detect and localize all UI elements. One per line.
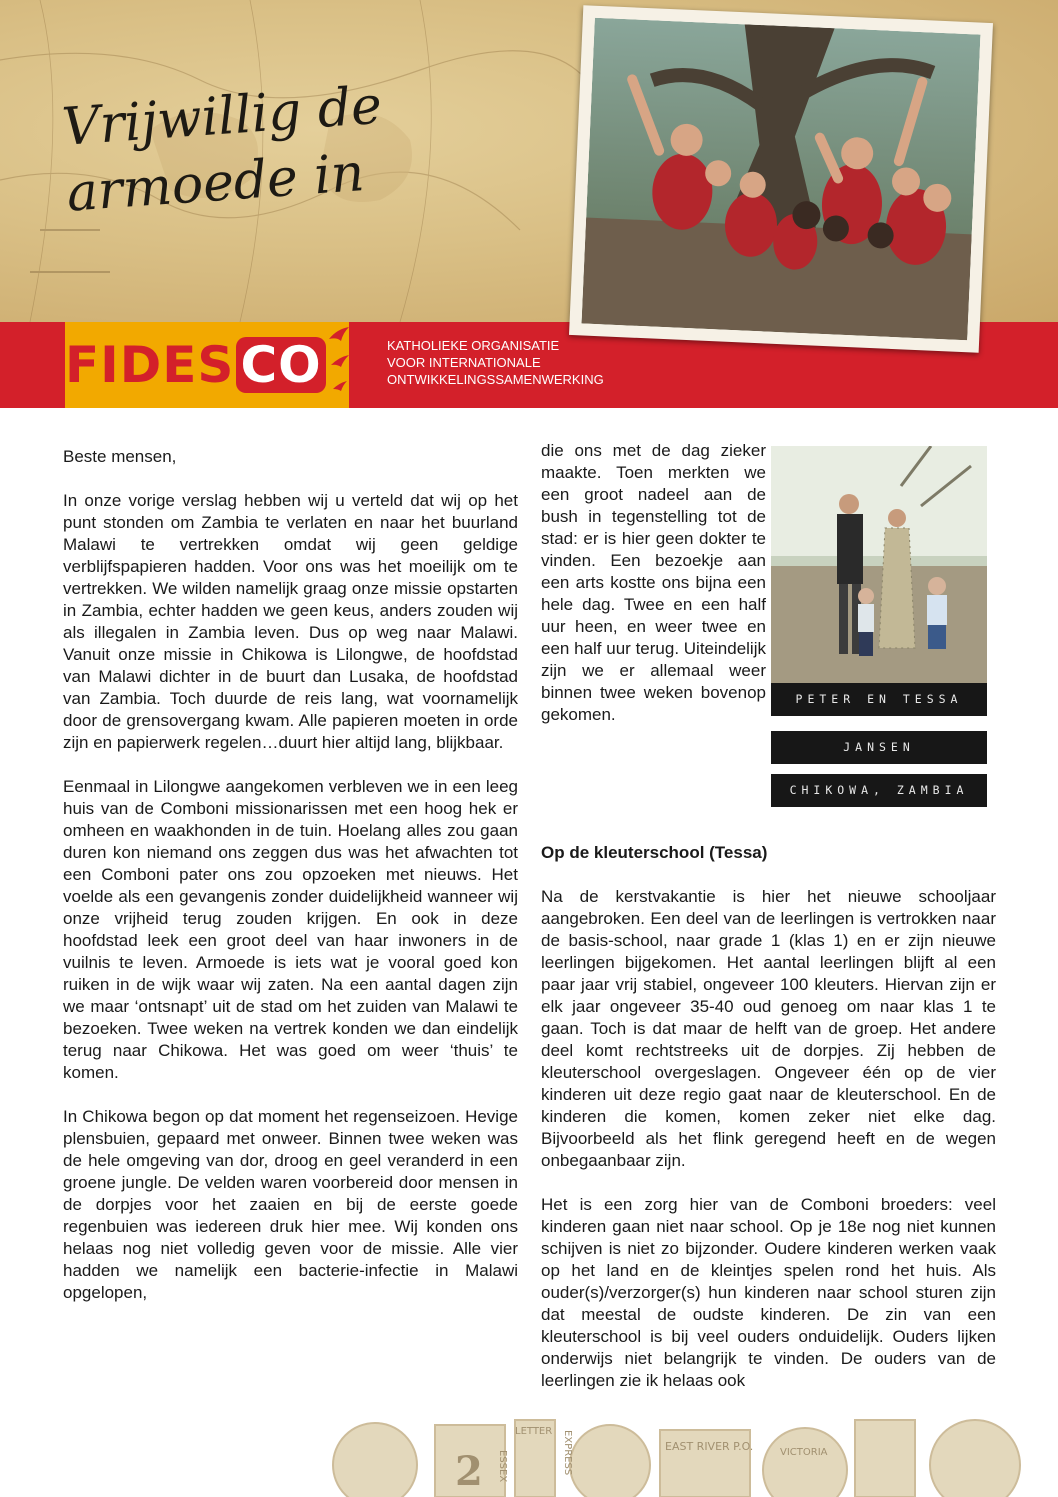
stamp-label-east-river: EAST RIVER P.O. — [665, 1440, 754, 1453]
group-photo-image — [582, 18, 981, 341]
stamp-label-victoria: VICTORIA — [780, 1447, 828, 1458]
paragraph-4: die ons met de dag zieker maakte. Toen merkten we een groot nadeel aan de bush in tegenstelling tot de stad: er is hier geen dokter te vinden. Een bezoekje aan een arts kostte ons bijna een hele dag. Twee en een half uur heen, en weer twee en een half uur terug. Uiteindelijk zijn we er allemaal weer binnen twee weken bovenop gekomen. — [541, 441, 766, 724]
postage-stamps-decoration — [325, 1410, 1058, 1497]
title-line-1: Vrijwillig de — [60, 75, 384, 158]
org-line-2: VOOR INTERNATIONALE — [387, 355, 541, 370]
logo-wordmark — [65, 336, 326, 394]
stamp-label-express: EXPRESS — [562, 1430, 573, 1476]
title-line-2: armoede in — [64, 143, 367, 224]
stamp-label-essex: ESSEX — [497, 1450, 508, 1483]
org-line-1: KATHOLIEKE ORGANISATIE — [387, 338, 560, 353]
org-line-3: ONTWIKKELINGSSAMENWERKING — [387, 372, 604, 387]
article-left-column — [63, 446, 518, 1326]
article-right-top — [541, 440, 766, 748]
family-photo-image — [771, 446, 987, 686]
photo-caption-names: PETER EN TESSA — [771, 683, 987, 716]
organisation-description — [387, 337, 604, 388]
paragraph-6: Het is een zorg hier van de Comboni broeders: veel kinderen gaan niet naar school. Op je 18e nog niet kunnen schijven is niet zo bijzonder. Oudere kinderen werken vaak op het land en de kleintjes spelen rond het huis. Als ouder(s)/verzorger(s) hun kinderen naar school sturen zijn dat meestal de oudste kinderen. De zin van een kleuterschool is bij veel ouders onduidelijk. Ouders lijken onderwijs niet belangrijk te vinden. De ouders van de leerlingen zie ik helaas ook — [541, 1195, 996, 1390]
photo-caption-surname: JANSEN — [771, 731, 987, 764]
logo-text-fides: FIDES — [65, 336, 235, 394]
page-title — [60, 73, 389, 227]
section-subheading: Op de kleuterschool (Tessa) — [541, 843, 768, 862]
group-photo — [569, 5, 993, 353]
paragraph-2: Eenmaal in Lilongwe aangekomen verbleven we in een leeg huis van de Comboni missionarissen met een hoog hek er omheen en waakhonden in de tuin. Hoelang alles zou gaan duren kon niemand ons zeggen dus was het afwachten tot een Comboni pater ons zou opzoeken met nieuws. Het voelde als een gevangenis zonder duidelijkheid wanneer wij onze vrijheid terug zouden krijgen. En ook in deze hoofdstad leek een groot deel van haar inwoners in de vuilnis te leven. Armoede is iets wat je vooral goed kon ruiken in de wijk waar wij zaten. Na een aantal dagen zijn we maar ‘ontsnapt’ uit de stad om het zuiden van Malawi te bezoeken. Twee weken na vertrek konden we dan eindelijk terug naar Chikowa. Het was goed om weer ‘thuis’ te komen. — [63, 777, 518, 1082]
stamp-number: 2 — [455, 1448, 483, 1495]
greeting: Beste mensen, — [63, 447, 177, 466]
stamp-label-letter: LETTER — [515, 1426, 553, 1437]
paragraph-3: In Chikowa begon op dat moment het regenseizoen. Hevige plensbuien, gepaard met onweer. Binnen twee weken was de hele omgeving van dor, droog en geel veranderd in een groene jungle. De velden waren voorbereid door mensen in de dorpjes voor het zaaien en bij de eerste goede regenbuien was iedereen druk hier mee. Wij konden ons helaas nog niet volledig geven voor de missie. Alle vier hadden we namelijk een bacterie-infectie in Malawi opgelopen, — [63, 1107, 518, 1302]
family-photo — [771, 446, 987, 686]
birds-icon — [327, 325, 351, 405]
paragraph-5: Na de kerstvakantie is hier het nieuwe schooljaar aangebroken. Een deel van de leerlingen is vertrokken naar de basis-school, naar grade 1 (klas 1) en er zijn nieuwe leerlingen bijgekomen. Het aantal leerlingen blijft al een paar jaar vrij stabiel, ongeveer 100 kleuters. Hiervan zijn er elk jaar ongeveer 35-40 oud genoeg om naar klas 1 te gaan. Toch is dat maar de helft van de groep. Het andere deel komt rechtstreeks uit de dorpjes. Zij hebben de kleuterschool overgeslagen. Ongeveer één op de vier kinderen uit deze regio gaat naar de kleuterschool. En de kinderen die komen, komen zeker niet elke dag. Bijvoorbeeld als het flink geregend heeft en de wegen onbegaanbaar zijn. — [541, 887, 996, 1170]
logo-text-co: CO — [236, 337, 325, 393]
fidesco-logo — [65, 322, 349, 408]
article-right-column — [541, 842, 996, 1414]
photo-caption-location: CHIKOWA, ZAMBIA — [771, 774, 987, 807]
paragraph-1: In onze vorige verslag hebben wij u verteld dat wij op het punt stonden om Zambia te verlaten en naar het buurland Malawi te vertrekken omdat wij geen geldige verblijfspapieren hadden. Voor ons was het moeilijk om te vertrekken. We wilden namelijk graag onze missie opstarten in Zambia, echter hadden we geen keus, anders zouden wij als illegalen in Zambia leven. Dus op weg naar Malawi. Vanuit onze missie in Chikowa is Lilongwe, de hoofdstad van Malawi dichter in de buurt dan Lusaka, de hoofdstad van Zambia. Toch duurde de reis lang, wat voornamelijk door de grensovergang kwam. Alle papieren moeten in orde zijn en papierwerk regelen…duurt hier altijd lang, blijkbaar. — [63, 491, 518, 752]
